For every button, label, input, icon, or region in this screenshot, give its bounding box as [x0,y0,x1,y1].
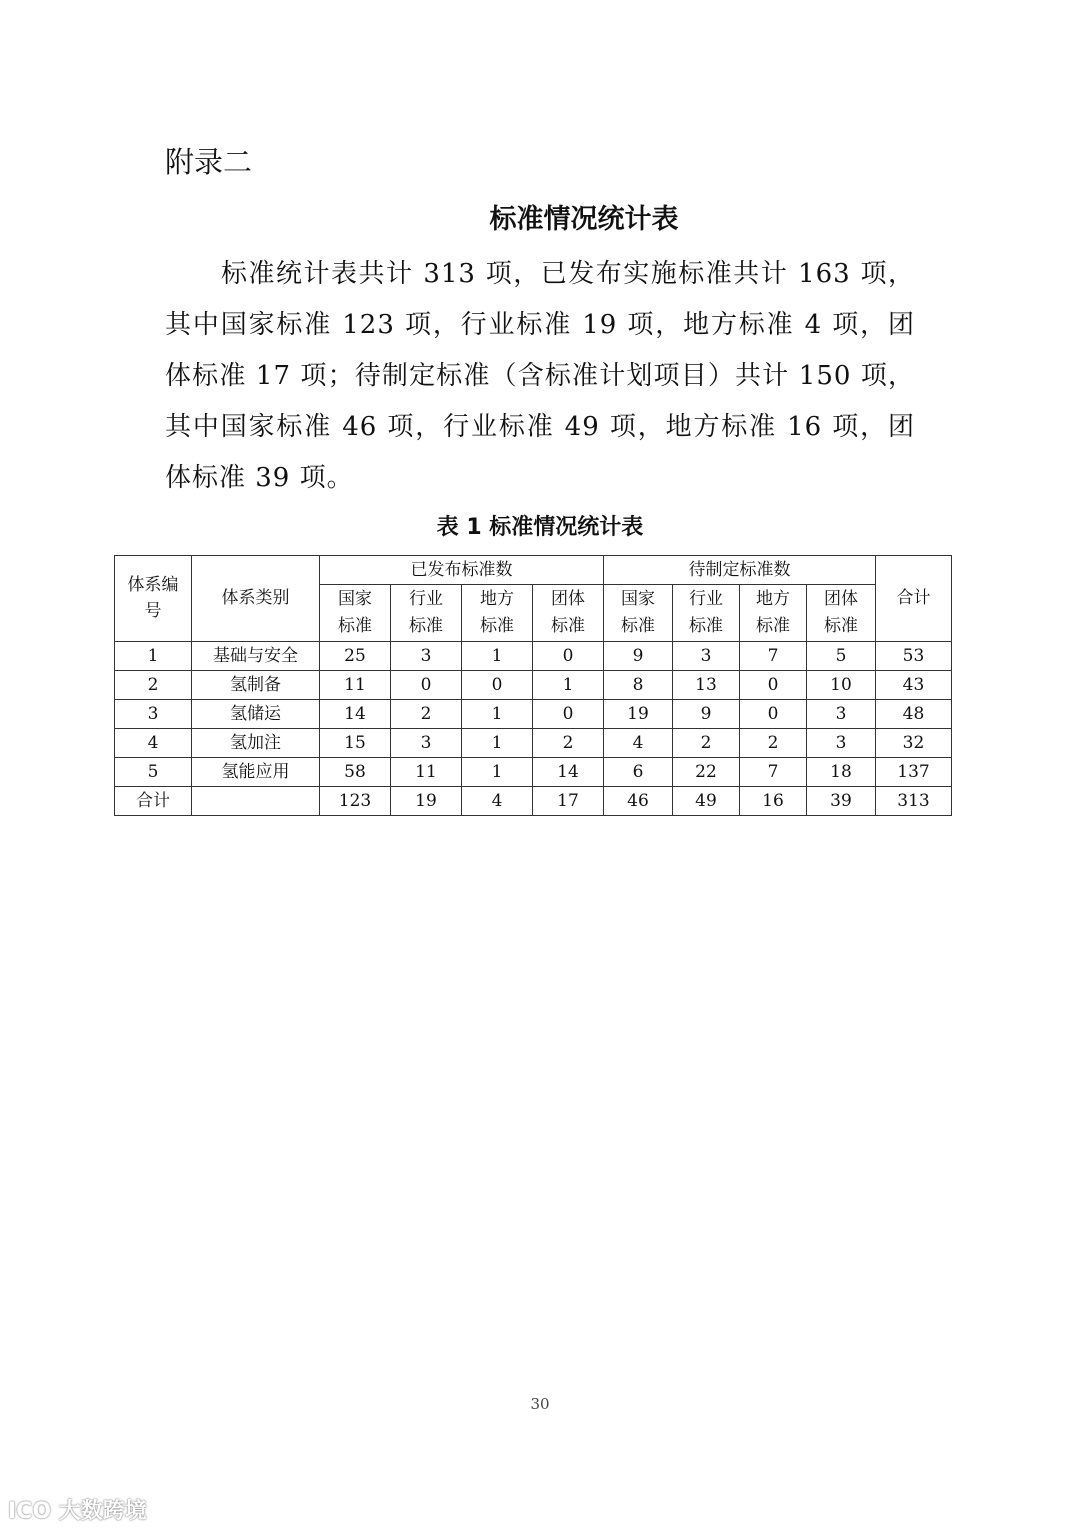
subheader-cell [533,585,604,642]
table-cell: 0 [533,642,604,671]
table-row [115,758,952,787]
table-cell: 14 [533,758,604,787]
subheader-label: 地方标准 [756,589,790,636]
table-cell: 18 [807,758,876,787]
table-cell: 氢加注 [192,729,320,758]
table-cell: 43 [876,671,952,700]
table-cell: 1 [533,671,604,700]
table-row [115,642,952,671]
table-cell: 1 [462,758,533,787]
table-cell: 5 [115,758,192,787]
table-cell: 3 [807,700,876,729]
table-cell: 25 [320,642,391,671]
table-cell: 49 [673,787,740,816]
table-cell: 合计 [115,787,192,816]
table-cell: 48 [876,700,952,729]
table-cell: 1 [462,642,533,671]
table-cell: 14 [320,700,391,729]
table-cell: 10 [807,671,876,700]
subheader-label: 地方标准 [480,589,514,636]
table-cell: 17 [533,787,604,816]
subheader-cell [320,585,391,642]
subheader-label: 团体标准 [824,589,858,636]
table-cell: 3 [115,700,192,729]
table-cell: 137 [876,758,952,787]
table-cell: 39 [807,787,876,816]
table-cell: 13 [673,671,740,700]
subheader-label: 国家标准 [621,589,655,636]
table-cell: 0 [740,700,807,729]
table-cell: 11 [320,671,391,700]
paragraph-line: 标准统计表共计 313 项，已发布实施标准共计 163 项， [221,259,915,289]
subheader-cell [673,585,740,642]
table-cell: 氢储运 [192,700,320,729]
subheader-cell [604,585,673,642]
table-cell: 0 [462,671,533,700]
statistics-table [114,555,952,816]
table-cell: 19 [391,787,462,816]
page-title: 标准情况统计表 [489,204,679,235]
table-cell: 2 [533,729,604,758]
paragraph-line: 其中国家标准 46 项，行业标准 49 项，地方标准 16 项，团 [165,412,915,442]
table-cell [192,787,320,816]
table-cell: 9 [604,642,673,671]
table-row [115,729,952,758]
table-cell: 53 [876,642,952,671]
table-cell: 3 [673,642,740,671]
table-cell: 1 [462,700,533,729]
table-cell: 0 [391,671,462,700]
subheader-label: 行业标准 [689,589,723,636]
table-cell: 19 [604,700,673,729]
table-cell: 7 [740,642,807,671]
header-category: 体系类别 [192,556,320,642]
table-cell: 4 [604,729,673,758]
table-row [115,700,952,729]
table-cell: 7 [740,758,807,787]
table-cell: 2 [740,729,807,758]
table-cell: 313 [876,787,952,816]
subheader-cell [740,585,807,642]
table-cell: 4 [115,729,192,758]
table-cell: 1 [462,729,533,758]
table-row [115,671,952,700]
paragraph-line: 其中国家标准 123 项，行业标准 19 项，地方标准 4 项，团 [165,310,915,340]
table-cell: 3 [807,729,876,758]
subheader-cell [807,585,876,642]
summary-paragraph [165,252,915,507]
table-cell: 3 [391,642,462,671]
subheader-label: 团体标准 [551,589,585,636]
table-cell: 11 [391,758,462,787]
subheader-label: 国家标准 [338,589,372,636]
table-cell: 1 [115,642,192,671]
subheader-cell [391,585,462,642]
header-pending: 待制定标准数 [604,556,876,585]
table-row [115,787,952,816]
table-cell: 5 [807,642,876,671]
header-published: 已发布标准数 [320,556,604,585]
table-cell: 32 [876,729,952,758]
table-cell: 3 [391,729,462,758]
subheader-label: 行业标准 [409,589,443,636]
table-cell: 16 [740,787,807,816]
header-id: 体系编号 [115,556,192,642]
appendix-label: 附录二 [165,145,253,179]
table-cell: 氢能应用 [192,758,320,787]
table-cell: 基础与安全 [192,642,320,671]
table-cell: 氢制备 [192,671,320,700]
table-cell: 2 [673,729,740,758]
table-cell: 0 [740,671,807,700]
table-cell: 0 [533,700,604,729]
subheader-cell [462,585,533,642]
table-cell: 22 [673,758,740,787]
paragraph-line: 体标准 39 项。 [165,463,354,493]
table-cell: 2 [391,700,462,729]
header-total: 合计 [876,556,952,642]
table-cell: 15 [320,729,391,758]
table-cell: 46 [604,787,673,816]
table-cell: 4 [462,787,533,816]
table-cell: 58 [320,758,391,787]
watermark-logo: ICO 大数跨境 [8,1499,147,1524]
table-cell: 9 [673,700,740,729]
table-cell: 6 [604,758,673,787]
table-cell: 2 [115,671,192,700]
page-number: 30 [530,1395,550,1413]
table-caption: 表 1 标准情况统计表 [436,515,644,540]
table-cell: 123 [320,787,391,816]
paragraph-line: 体标准 17 项；待制定标准（含标准计划项目）共计 150 项， [165,361,915,391]
table-cell: 8 [604,671,673,700]
